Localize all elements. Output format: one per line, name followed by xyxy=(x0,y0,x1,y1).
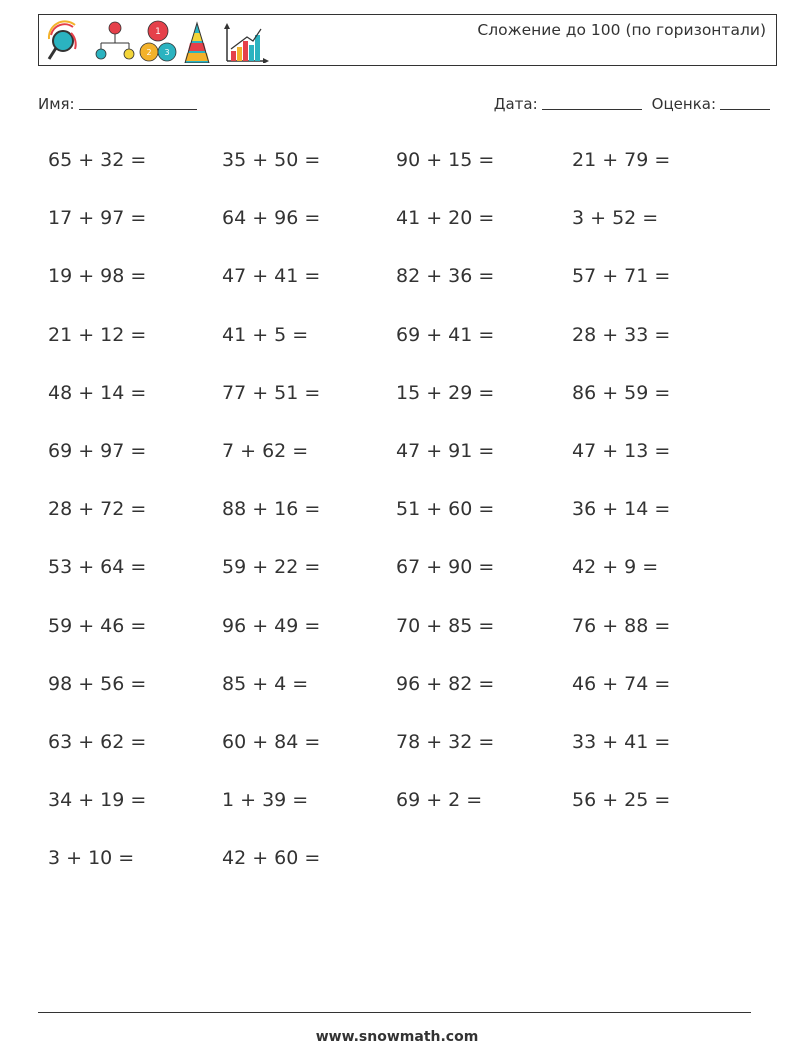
problem-item: 77 + 51 = xyxy=(222,381,321,404)
date-blank xyxy=(542,95,642,110)
problem-item: 41 + 5 = xyxy=(222,323,309,346)
problem-item: 57 + 71 = xyxy=(572,265,671,288)
problem-item: 47 + 41 = xyxy=(222,265,321,288)
problem-item: 33 + 41 = xyxy=(572,730,671,753)
tree-diagram-icon xyxy=(96,22,134,59)
problem-item: 36 + 14 = xyxy=(572,498,671,521)
problem-item: 15 + 29 = xyxy=(396,381,495,404)
problem-item: 3 + 10 = xyxy=(48,847,135,870)
problem-item: 96 + 49 = xyxy=(222,614,321,637)
problem-item: 47 + 13 = xyxy=(572,439,671,462)
logo-badge: 3 xyxy=(164,48,170,57)
problem-item: 65 + 32 = xyxy=(48,149,147,171)
problem-item: 70 + 85 = xyxy=(396,614,495,637)
problem-item: 86 + 59 = xyxy=(572,381,671,404)
name-label: Имя: xyxy=(38,95,75,113)
problem-item: 21 + 79 = xyxy=(572,149,671,171)
worksheet-title: Сложение до 100 (по горизонтали) xyxy=(477,21,766,39)
problem-item: 17 + 97 = xyxy=(48,207,147,230)
problem-item: 64 + 96 = xyxy=(222,207,321,230)
problem-item: 46 + 74 = xyxy=(572,672,671,695)
problem-item: 42 + 60 = xyxy=(222,847,321,870)
problem-item: 28 + 72 = xyxy=(48,498,147,521)
problem-item: 41 + 20 = xyxy=(396,207,495,230)
problem-item: 85 + 4 = xyxy=(222,672,309,695)
problem-item: 42 + 9 = xyxy=(572,556,659,579)
problem-item: 88 + 16 = xyxy=(222,498,321,521)
problem-item: 69 + 97 = xyxy=(48,439,147,462)
problem-item: 69 + 41 = xyxy=(396,323,495,346)
circles-icon xyxy=(140,21,176,61)
logo-badge: 2 xyxy=(146,48,152,57)
name-blank xyxy=(79,95,197,110)
problem-item: 3 + 52 = xyxy=(572,207,659,230)
magnifier-icon xyxy=(49,21,76,59)
problem-item: 7 + 62 = xyxy=(222,439,309,462)
footer-divider xyxy=(38,1012,751,1013)
name-field xyxy=(38,95,197,113)
pyramid-icon xyxy=(185,23,209,63)
problem-item: 63 + 62 = xyxy=(48,730,147,753)
problem-item: 48 + 14 = xyxy=(48,381,147,404)
date-grade-fields xyxy=(494,95,770,113)
problem-item: 21 + 12 = xyxy=(48,323,147,346)
logo-badge: 1 xyxy=(155,27,161,37)
header-box xyxy=(38,14,777,66)
problem-item: 98 + 56 = xyxy=(48,672,147,695)
problem-item: 76 + 88 = xyxy=(572,614,671,637)
problem-item: 60 + 84 = xyxy=(222,730,321,753)
problem-item: 59 + 46 = xyxy=(48,614,147,637)
problem-item: 19 + 98 = xyxy=(48,265,147,288)
problem-item: 28 + 33 = xyxy=(572,323,671,346)
grade-label: Оценка: xyxy=(651,95,716,113)
problem-grid xyxy=(48,148,768,904)
problem-item: 67 + 90 = xyxy=(396,556,495,579)
problem-item: 82 + 36 = xyxy=(396,265,495,288)
problem-item: 34 + 19 = xyxy=(48,789,147,812)
grade-blank xyxy=(720,95,770,110)
problem-item: 56 + 25 = xyxy=(572,789,671,812)
problem-item: 59 + 22 = xyxy=(222,556,321,579)
problem-item: 96 + 82 = xyxy=(396,672,495,695)
footer-site: www.snowmath.com xyxy=(315,1029,479,1045)
problem-item: 78 + 32 = xyxy=(396,730,495,753)
problem-item: 69 + 2 = xyxy=(396,789,483,812)
date-label: Дата: xyxy=(493,95,538,113)
problem-item: 35 + 50 = xyxy=(222,149,321,171)
problem-item: 53 + 64 = xyxy=(48,556,147,579)
problem-item: 47 + 91 = xyxy=(396,439,495,462)
problem-item: 90 + 15 = xyxy=(396,149,495,171)
chart-icon xyxy=(224,23,269,63)
logo-strip xyxy=(45,19,269,63)
problem-item: 1 + 39 = xyxy=(222,789,309,812)
problem-item: 51 + 60 = xyxy=(396,498,495,521)
